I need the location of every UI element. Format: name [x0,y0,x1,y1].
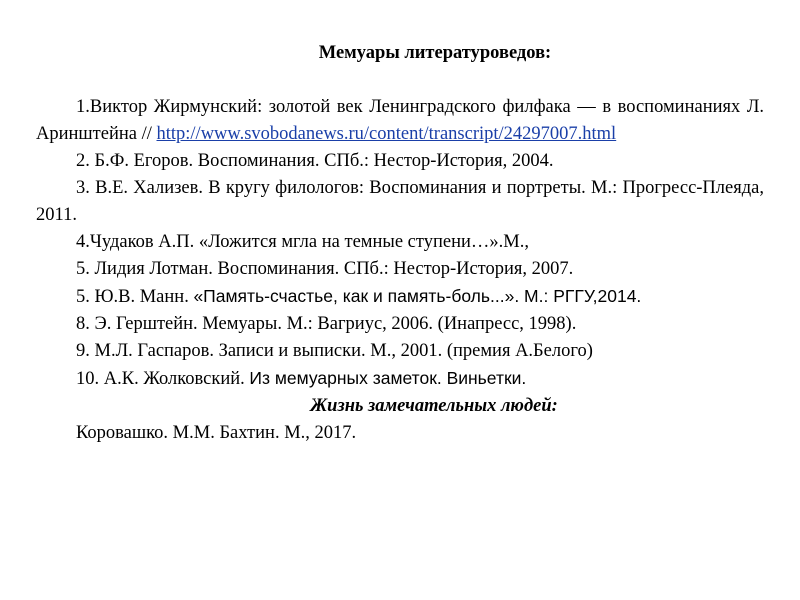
list-item-10 [36,365,764,393]
list-item-3: 3. В.Е. Хализев. В кругу филологов: Воспоминания и портреты. М.: Прогресс-Плеяда, 2011. [36,178,764,225]
list-item-5a: 5. Лидия Лотман. Воспоминания. СПб.: Нестор-История, 2007. [76,259,574,279]
section-heading: Жизнь замечательных людей: [310,396,558,416]
transcript-link[interactable]: http://www.svobodanews.ru/content/transcript/24297007.html [156,124,617,144]
list-item-2: 2. Б.Ф. Егоров. Воспоминания. СПб.: Нестор-История, 2004. [76,151,554,171]
memoir-list [36,94,764,447]
list-item-1-text: 1.Виктор Жирмунский: золотой век Ленинградского филфака — в воспоминаниях Л. Аринштейна // [36,97,764,144]
list-item-5b [36,283,764,311]
list-item-9: 9. М.Л. Гаспаров. Записи и выписки. М., 2001. (премия А.Белого) [76,341,593,361]
list-item-10-author: 10. А.К. Жолковский. [76,369,250,389]
list-item-5b-title: «Память-счастье, как и память-боль...». М.: РГГУ,2014. [193,286,642,306]
list-item-5b-author: 5. Ю.В. Манн. [76,287,194,307]
list-item-last: Коровашко. М.М. Бахтин. М., 2017. [76,423,357,443]
list-item-8: 8. Э. Герштейн. Мемуары. М.: Вагриус, 2006. (Инапресс, 1998). [76,314,577,334]
list-item-4: 4.Чудаков А.П. «Ложится мгла на темные ступени…».М., [76,232,529,252]
list-item-10-title: Из мемуарных заметок. Виньетки. [249,368,527,388]
page-title: Мемуары литературоведов: [318,43,552,63]
list-item-1 [36,94,764,148]
